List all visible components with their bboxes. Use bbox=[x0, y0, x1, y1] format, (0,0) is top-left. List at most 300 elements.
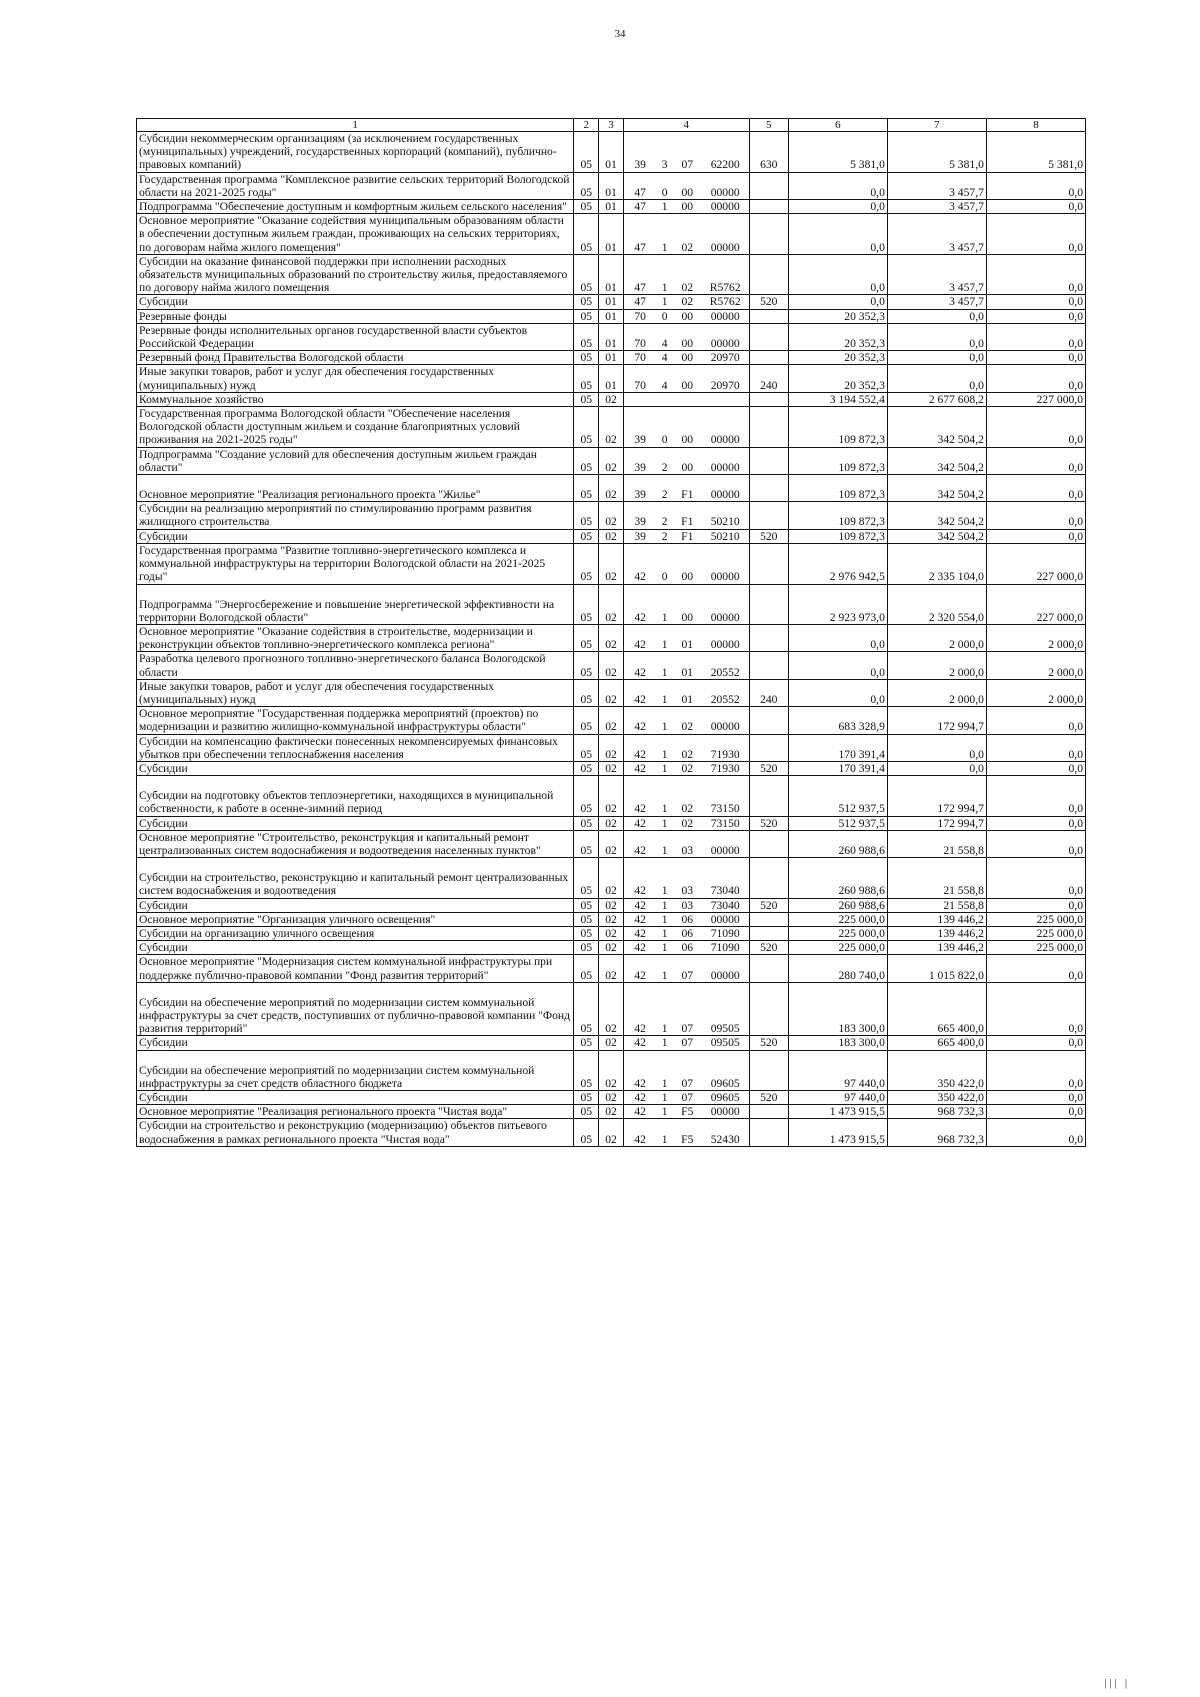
row-subsection: 02 bbox=[599, 1050, 624, 1090]
row-target-direction: 50210 bbox=[702, 502, 749, 529]
row-target-direction: 00000 bbox=[702, 214, 749, 255]
row-section: 05 bbox=[574, 982, 599, 1036]
row-target-direction: 71930 bbox=[702, 734, 749, 761]
row-target-subprogram: 4 bbox=[656, 365, 673, 392]
table-row bbox=[137, 1050, 1086, 1090]
row-amount-col6: 170 391,4 bbox=[788, 734, 887, 761]
row-target-event: 02 bbox=[673, 734, 702, 761]
page-number: 34 bbox=[614, 28, 626, 40]
row-target-direction: 20552 bbox=[702, 652, 749, 679]
row-amount-col6: 512 937,5 bbox=[788, 816, 887, 830]
row-target-program: 42 bbox=[623, 543, 656, 584]
row-amount-col7: 968 732,3 bbox=[887, 1119, 986, 1146]
row-target-program: 47 bbox=[623, 254, 656, 295]
row-amount-col6: 0,0 bbox=[788, 214, 887, 255]
row-amount-col6: 109 872,3 bbox=[788, 529, 887, 543]
table-row bbox=[137, 898, 1086, 912]
row-section: 05 bbox=[574, 447, 599, 474]
row-amount-col7: 342 504,2 bbox=[887, 447, 986, 474]
row-amount-col8: 5 381,0 bbox=[986, 132, 1085, 173]
row-target-event: 00 bbox=[673, 351, 702, 365]
table-row bbox=[137, 295, 1086, 309]
row-target-event: 00 bbox=[673, 447, 702, 474]
row-target-subprogram: 2 bbox=[656, 475, 673, 502]
row-target-direction bbox=[702, 392, 749, 406]
budget-table-container bbox=[136, 118, 1086, 1147]
row-target-event: 00 bbox=[673, 323, 702, 350]
row-amount-col6: 260 988,6 bbox=[788, 898, 887, 912]
header-col-5: 5 bbox=[749, 119, 788, 132]
row-target-subprogram: 1 bbox=[656, 214, 673, 255]
row-amount-col7: 2 000,0 bbox=[887, 624, 986, 651]
row-amount-col8: 0,0 bbox=[986, 502, 1085, 529]
table-row bbox=[137, 761, 1086, 775]
row-target-program: 39 bbox=[623, 407, 656, 448]
table-row bbox=[137, 132, 1086, 173]
row-amount-col8: 0,0 bbox=[986, 323, 1085, 350]
row-target-subprogram: 1 bbox=[656, 858, 673, 898]
row-section: 05 bbox=[574, 734, 599, 761]
row-amount-col6: 0,0 bbox=[788, 295, 887, 309]
row-target-subprogram: 1 bbox=[656, 926, 673, 940]
row-amount-col6: 5 381,0 bbox=[788, 132, 887, 173]
row-subsection: 02 bbox=[599, 543, 624, 584]
row-amount-col6: 260 988,6 bbox=[788, 830, 887, 857]
row-amount-col6: 20 352,3 bbox=[788, 309, 887, 323]
table-row bbox=[137, 1036, 1086, 1050]
row-amount-col7: 21 558,8 bbox=[887, 898, 986, 912]
row-name: Основное мероприятие "Государственная поддержка мероприятий (проектов) по модернизации и развитию жилищно-коммунальной инфраструктуры области" bbox=[137, 707, 574, 734]
row-section: 05 bbox=[574, 816, 599, 830]
row-expense-type: 520 bbox=[749, 295, 788, 309]
row-subsection: 02 bbox=[599, 955, 624, 982]
row-subsection: 01 bbox=[599, 323, 624, 350]
row-amount-col8: 0,0 bbox=[986, 982, 1085, 1036]
row-name: Разработка целевого прогнозного топливно-энергетического баланса Вологодской области bbox=[137, 652, 574, 679]
row-amount-col7: 5 381,0 bbox=[887, 132, 986, 173]
row-target-direction: 71090 bbox=[702, 941, 749, 955]
row-amount-col8: 0,0 bbox=[986, 1119, 1085, 1146]
row-target-program: 42 bbox=[623, 830, 656, 857]
row-target-subprogram: 1 bbox=[656, 652, 673, 679]
row-name: Основное мероприятие "Строительство, реконструкция и капитальный ремонт централизованных систем водоснабжения и водоотведения населенных пунктов" bbox=[137, 830, 574, 857]
row-section: 05 bbox=[574, 172, 599, 199]
row-target-program: 42 bbox=[623, 858, 656, 898]
row-target-subprogram: 1 bbox=[656, 898, 673, 912]
row-subsection: 02 bbox=[599, 1036, 624, 1050]
row-amount-col7: 2 320 554,0 bbox=[887, 584, 986, 624]
row-expense-type: 520 bbox=[749, 1091, 788, 1105]
row-amount-col7: 0,0 bbox=[887, 351, 986, 365]
row-amount-col7: 172 994,7 bbox=[887, 707, 986, 734]
row-amount-col6: 683 328,9 bbox=[788, 707, 887, 734]
row-expense-type bbox=[749, 926, 788, 940]
row-name: Коммунальное хозяйство bbox=[137, 392, 574, 406]
row-target-event: F1 bbox=[673, 475, 702, 502]
row-expense-type bbox=[749, 309, 788, 323]
row-expense-type bbox=[749, 955, 788, 982]
row-amount-col8: 2 000,0 bbox=[986, 652, 1085, 679]
row-amount-col8: 0,0 bbox=[986, 816, 1085, 830]
row-name: Основное мероприятие "Реализация регионального проекта "Жилье" bbox=[137, 475, 574, 502]
row-section: 05 bbox=[574, 898, 599, 912]
table-row bbox=[137, 407, 1086, 448]
row-subsection: 02 bbox=[599, 1119, 624, 1146]
row-target-direction: 00000 bbox=[702, 543, 749, 584]
table-row bbox=[137, 529, 1086, 543]
row-section: 05 bbox=[574, 1119, 599, 1146]
header-col-7: 7 bbox=[887, 119, 986, 132]
row-subsection: 02 bbox=[599, 1091, 624, 1105]
row-target-event: F5 bbox=[673, 1119, 702, 1146]
row-section: 05 bbox=[574, 584, 599, 624]
row-section: 05 bbox=[574, 624, 599, 651]
row-subsection: 01 bbox=[599, 200, 624, 214]
row-expense-type bbox=[749, 858, 788, 898]
row-target-event: 07 bbox=[673, 1036, 702, 1050]
row-section: 05 bbox=[574, 776, 599, 816]
row-target-direction: 00000 bbox=[702, 447, 749, 474]
row-subsection: 02 bbox=[599, 776, 624, 816]
row-target-event: 02 bbox=[673, 254, 702, 295]
row-subsection: 02 bbox=[599, 816, 624, 830]
row-target-direction: 52430 bbox=[702, 1119, 749, 1146]
row-amount-col6: 109 872,3 bbox=[788, 502, 887, 529]
row-amount-col8: 0,0 bbox=[986, 447, 1085, 474]
row-subsection: 02 bbox=[599, 707, 624, 734]
row-target-direction: 00000 bbox=[702, 200, 749, 214]
row-target-subprogram: 3 bbox=[656, 132, 673, 173]
row-name: Резервные фонды bbox=[137, 309, 574, 323]
row-subsection: 02 bbox=[599, 830, 624, 857]
row-target-program: 42 bbox=[623, 652, 656, 679]
row-target-program: 47 bbox=[623, 200, 656, 214]
row-target-program: 47 bbox=[623, 172, 656, 199]
row-target-subprogram: 1 bbox=[656, 1036, 673, 1050]
row-amount-col7: 139 446,2 bbox=[887, 926, 986, 940]
row-target-direction: 00000 bbox=[702, 955, 749, 982]
table-row bbox=[137, 652, 1086, 679]
row-target-direction: 09505 bbox=[702, 1036, 749, 1050]
row-target-program: 70 bbox=[623, 365, 656, 392]
row-name: Основное мероприятие "Оказание содействия в строительстве, модернизации и реконструкции объектов топливно-энергетического комплекса региона" bbox=[137, 624, 574, 651]
row-name: Государственная программа Вологодской области "Обеспечение населения Вологодской области доступным жильем и создание благоприятных условий проживания на 2021-2025 годы" bbox=[137, 407, 574, 448]
row-amount-col8: 225 000,0 bbox=[986, 941, 1085, 955]
row-amount-col6: 97 440,0 bbox=[788, 1091, 887, 1105]
row-target-event: 02 bbox=[673, 295, 702, 309]
row-name: Субсидии на компенсацию фактически понесенных некомпенсируемых финансовых убытков при обеспечении теплоснабжения населения bbox=[137, 734, 574, 761]
row-amount-col8: 2 000,0 bbox=[986, 624, 1085, 651]
row-amount-col8: 227 000,0 bbox=[986, 543, 1085, 584]
row-target-subprogram: 1 bbox=[656, 776, 673, 816]
row-subsection: 02 bbox=[599, 941, 624, 955]
table-row bbox=[137, 858, 1086, 898]
row-expense-type: 520 bbox=[749, 941, 788, 955]
row-subsection: 02 bbox=[599, 982, 624, 1036]
row-target-event: 03 bbox=[673, 898, 702, 912]
header-col-3: 3 bbox=[599, 119, 624, 132]
row-name: Субсидии bbox=[137, 529, 574, 543]
row-amount-col8: 225 000,0 bbox=[986, 926, 1085, 940]
row-target-event: 06 bbox=[673, 941, 702, 955]
row-expense-type: 520 bbox=[749, 898, 788, 912]
row-section: 05 bbox=[574, 309, 599, 323]
table-row bbox=[137, 982, 1086, 1036]
row-amount-col7: 350 422,0 bbox=[887, 1050, 986, 1090]
row-expense-type bbox=[749, 982, 788, 1036]
row-expense-type bbox=[749, 584, 788, 624]
row-expense-type bbox=[749, 447, 788, 474]
row-amount-col6: 170 391,4 bbox=[788, 761, 887, 775]
row-subsection: 02 bbox=[599, 502, 624, 529]
row-amount-col7: 0,0 bbox=[887, 734, 986, 761]
row-amount-col6: 97 440,0 bbox=[788, 1050, 887, 1090]
row-section: 05 bbox=[574, 295, 599, 309]
row-subsection: 02 bbox=[599, 624, 624, 651]
row-target-event: 00 bbox=[673, 407, 702, 448]
table-row bbox=[137, 323, 1086, 350]
row-name: Субсидии на обеспечение мероприятий по модернизации систем коммунальной инфраструктуры за счет средств, поступивших от публично-правовой компании "Фонд развития территорий" bbox=[137, 982, 574, 1036]
row-amount-col6: 280 740,0 bbox=[788, 955, 887, 982]
row-amount-col7: 350 422,0 bbox=[887, 1091, 986, 1105]
row-section: 05 bbox=[574, 407, 599, 448]
row-amount-col8: 225 000,0 bbox=[986, 912, 1085, 926]
table-body bbox=[137, 132, 1086, 1147]
row-amount-col8: 0,0 bbox=[986, 858, 1085, 898]
table-header bbox=[137, 119, 1086, 132]
table-row bbox=[137, 475, 1086, 502]
row-amount-col7: 2 677 608,2 bbox=[887, 392, 986, 406]
row-amount-col6: 225 000,0 bbox=[788, 912, 887, 926]
row-section: 05 bbox=[574, 1105, 599, 1119]
row-subsection: 01 bbox=[599, 254, 624, 295]
row-amount-col8: 227 000,0 bbox=[986, 584, 1085, 624]
row-target-direction: 00000 bbox=[702, 309, 749, 323]
row-section: 05 bbox=[574, 1050, 599, 1090]
header-col-6: 6 bbox=[788, 119, 887, 132]
row-target-subprogram: 0 bbox=[656, 172, 673, 199]
row-target-direction: 00000 bbox=[702, 323, 749, 350]
row-subsection: 02 bbox=[599, 447, 624, 474]
row-amount-col6: 109 872,3 bbox=[788, 407, 887, 448]
row-target-event: 07 bbox=[673, 1050, 702, 1090]
row-name: Субсидии на организацию уличного освещения bbox=[137, 926, 574, 940]
table-row bbox=[137, 1105, 1086, 1119]
row-subsection: 02 bbox=[599, 926, 624, 940]
row-amount-col6: 1 473 915,5 bbox=[788, 1119, 887, 1146]
row-name: Субсидии bbox=[137, 898, 574, 912]
row-amount-col6: 183 300,0 bbox=[788, 982, 887, 1036]
row-amount-col8: 0,0 bbox=[986, 734, 1085, 761]
row-target-event: F5 bbox=[673, 1105, 702, 1119]
row-target-subprogram: 0 bbox=[656, 543, 673, 584]
row-target-event: 00 bbox=[673, 172, 702, 199]
row-expense-type bbox=[749, 1119, 788, 1146]
row-target-program: 42 bbox=[623, 1050, 656, 1090]
row-target-subprogram: 4 bbox=[656, 323, 673, 350]
row-expense-type: 520 bbox=[749, 816, 788, 830]
row-amount-col7: 3 457,7 bbox=[887, 172, 986, 199]
row-amount-col8: 2 000,0 bbox=[986, 679, 1085, 706]
row-target-program: 42 bbox=[623, 926, 656, 940]
header-col-2: 2 bbox=[574, 119, 599, 132]
row-name: Субсидии bbox=[137, 816, 574, 830]
row-target-event: 07 bbox=[673, 955, 702, 982]
row-amount-col6: 2 976 942,5 bbox=[788, 543, 887, 584]
row-name: Резервные фонды исполнительных органов государственной власти субъектов Российской Федерации bbox=[137, 323, 574, 350]
row-target-direction: 71930 bbox=[702, 761, 749, 775]
row-expense-type: 520 bbox=[749, 761, 788, 775]
row-amount-col8: 0,0 bbox=[986, 1105, 1085, 1119]
row-amount-col7: 0,0 bbox=[887, 365, 986, 392]
row-target-event: 02 bbox=[673, 707, 702, 734]
row-section: 05 bbox=[574, 912, 599, 926]
row-expense-type: 630 bbox=[749, 132, 788, 173]
row-target-subprogram: 1 bbox=[656, 200, 673, 214]
row-target-event: 00 bbox=[673, 584, 702, 624]
row-expense-type bbox=[749, 392, 788, 406]
row-target-program: 42 bbox=[623, 898, 656, 912]
table-row bbox=[137, 502, 1086, 529]
row-section: 05 bbox=[574, 761, 599, 775]
row-target-program: 42 bbox=[623, 1119, 656, 1146]
row-subsection: 02 bbox=[599, 392, 624, 406]
row-amount-col6: 260 988,6 bbox=[788, 858, 887, 898]
row-expense-type bbox=[749, 912, 788, 926]
row-amount-col7: 342 504,2 bbox=[887, 407, 986, 448]
row-target-subprogram: 0 bbox=[656, 407, 673, 448]
row-expense-type bbox=[749, 475, 788, 502]
row-amount-col7: 2 335 104,0 bbox=[887, 543, 986, 584]
row-expense-type bbox=[749, 172, 788, 199]
row-target-program: 42 bbox=[623, 816, 656, 830]
row-subsection: 01 bbox=[599, 295, 624, 309]
row-target-program: 42 bbox=[623, 1091, 656, 1105]
row-subsection: 02 bbox=[599, 584, 624, 624]
row-amount-col8: 0,0 bbox=[986, 761, 1085, 775]
row-section: 05 bbox=[574, 1091, 599, 1105]
row-target-subprogram: 2 bbox=[656, 529, 673, 543]
row-name: Государственная программа "Комплексное развитие сельских территорий Вологодской области на 2021-2025 годы" bbox=[137, 172, 574, 199]
row-expense-type bbox=[749, 543, 788, 584]
row-amount-col8: 0,0 bbox=[986, 254, 1085, 295]
row-amount-col6: 0,0 bbox=[788, 200, 887, 214]
row-amount-col7: 139 446,2 bbox=[887, 912, 986, 926]
row-target-direction: 09605 bbox=[702, 1091, 749, 1105]
row-subsection: 02 bbox=[599, 475, 624, 502]
row-subsection: 01 bbox=[599, 132, 624, 173]
row-section: 05 bbox=[574, 502, 599, 529]
row-subsection: 02 bbox=[599, 761, 624, 775]
row-amount-col7: 342 504,2 bbox=[887, 529, 986, 543]
row-name: Субсидии на подготовку объектов теплоэнергетики, находящихся в муниципальной собственности, к работе в осенне-зимний период bbox=[137, 776, 574, 816]
row-subsection: 01 bbox=[599, 351, 624, 365]
row-amount-col6: 512 937,5 bbox=[788, 776, 887, 816]
row-target-subprogram: 1 bbox=[656, 1091, 673, 1105]
row-expense-type bbox=[749, 652, 788, 679]
table-row bbox=[137, 392, 1086, 406]
table-row bbox=[137, 941, 1086, 955]
row-subsection: 01 bbox=[599, 365, 624, 392]
row-expense-type: 240 bbox=[749, 679, 788, 706]
row-name: Основное мероприятие "Модернизация систем коммунальной инфраструктуры при поддержке публично-правовой компании "Фонд развития территорий" bbox=[137, 955, 574, 982]
row-target-subprogram: 2 bbox=[656, 447, 673, 474]
row-target-subprogram: 1 bbox=[656, 254, 673, 295]
row-amount-col7: 172 994,7 bbox=[887, 776, 986, 816]
row-target-program: 42 bbox=[623, 584, 656, 624]
row-amount-col7: 0,0 bbox=[887, 309, 986, 323]
row-target-event: 03 bbox=[673, 830, 702, 857]
row-target-program: 42 bbox=[623, 624, 656, 651]
row-subsection: 01 bbox=[599, 214, 624, 255]
row-amount-col7: 0,0 bbox=[887, 761, 986, 775]
row-target-subprogram: 2 bbox=[656, 502, 673, 529]
table-row bbox=[137, 351, 1086, 365]
row-target-program: 47 bbox=[623, 295, 656, 309]
row-section: 05 bbox=[574, 830, 599, 857]
row-section: 05 bbox=[574, 254, 599, 295]
table-row bbox=[137, 1119, 1086, 1146]
row-target-program: 42 bbox=[623, 761, 656, 775]
header-col-4: 4 bbox=[623, 119, 749, 132]
row-name: Иные закупки товаров, работ и услуг для обеспечения государственных (муниципальных) нужд bbox=[137, 365, 574, 392]
row-target-program: 47 bbox=[623, 214, 656, 255]
row-name: Подпрограмма "Энергосбережение и повышение энергетической эффективности на территории Вологодской области" bbox=[137, 584, 574, 624]
row-target-direction: 00000 bbox=[702, 912, 749, 926]
row-target-event: F1 bbox=[673, 502, 702, 529]
row-name: Субсидии bbox=[137, 1091, 574, 1105]
row-section: 05 bbox=[574, 1036, 599, 1050]
row-target-program: 42 bbox=[623, 912, 656, 926]
row-target-event: 06 bbox=[673, 912, 702, 926]
row-amount-col7: 3 457,7 bbox=[887, 200, 986, 214]
budget-table bbox=[136, 118, 1086, 1147]
row-section: 05 bbox=[574, 392, 599, 406]
row-target-event: 02 bbox=[673, 214, 702, 255]
table-row bbox=[137, 584, 1086, 624]
row-target-event: 02 bbox=[673, 816, 702, 830]
row-target-program: 39 bbox=[623, 529, 656, 543]
row-target-event: 00 bbox=[673, 200, 702, 214]
row-amount-col6: 0,0 bbox=[788, 652, 887, 679]
row-amount-col6: 2 923 973,0 bbox=[788, 584, 887, 624]
row-target-program: 42 bbox=[623, 707, 656, 734]
row-target-subprogram: 1 bbox=[656, 707, 673, 734]
row-subsection: 02 bbox=[599, 898, 624, 912]
row-amount-col8: 0,0 bbox=[986, 830, 1085, 857]
row-amount-col6: 225 000,0 bbox=[788, 941, 887, 955]
row-expense-type bbox=[749, 502, 788, 529]
row-target-direction: 73150 bbox=[702, 776, 749, 816]
row-name: Субсидии bbox=[137, 761, 574, 775]
row-section: 05 bbox=[574, 941, 599, 955]
row-expense-type bbox=[749, 214, 788, 255]
row-section: 05 bbox=[574, 858, 599, 898]
row-target-direction: 00000 bbox=[702, 475, 749, 502]
row-subsection: 01 bbox=[599, 172, 624, 199]
table-row bbox=[137, 707, 1086, 734]
row-section: 05 bbox=[574, 132, 599, 173]
row-target-direction: 00000 bbox=[702, 1105, 749, 1119]
row-target-program: 39 bbox=[623, 475, 656, 502]
row-amount-col8: 0,0 bbox=[986, 309, 1085, 323]
row-amount-col7: 172 994,7 bbox=[887, 816, 986, 830]
row-target-direction: 09505 bbox=[702, 982, 749, 1036]
row-target-subprogram: 1 bbox=[656, 912, 673, 926]
row-amount-col8: 0,0 bbox=[986, 172, 1085, 199]
row-expense-type bbox=[749, 734, 788, 761]
row-amount-col7: 2 000,0 bbox=[887, 679, 986, 706]
